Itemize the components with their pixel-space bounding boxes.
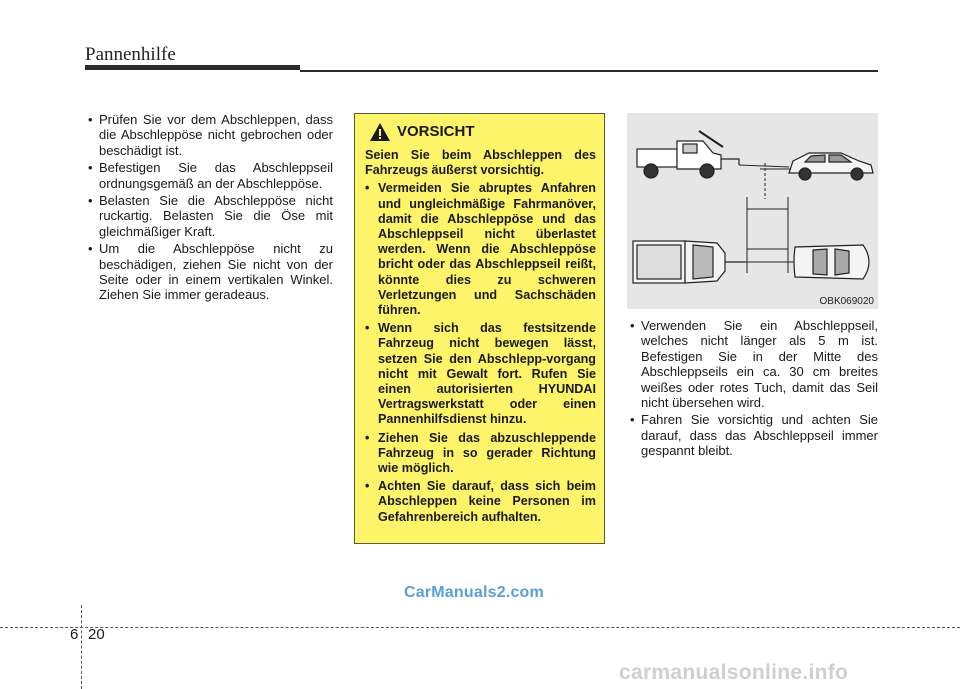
chapter-number: 6 <box>70 626 79 643</box>
dimension-marks <box>747 163 788 273</box>
header-rule-thick <box>85 65 300 70</box>
footer-vertical-divider <box>81 605 82 689</box>
right-column <box>627 318 878 461</box>
caution-item: • Achten Sie darauf, dass sich beim Abschleppen keine Personen im Gefahrenbereich aufhalten. <box>365 479 596 525</box>
caution-title: VORSICHT <box>397 123 475 141</box>
list-item: • Belasten Sie die Abschleppöse nicht ruckartig. Belasten Sie die Öse mit gleichmäßiger Kraft. <box>85 193 333 239</box>
towing-diagram <box>627 113 878 309</box>
tow-truck-top <box>633 241 745 283</box>
list-item: • Um die Abschleppöse nicht zu beschädigen, ziehen Sie nicht von der Seite oder in einem vertikalen Winkel. Ziehen Sie immer geradeaus. <box>85 241 333 303</box>
page-header-title: Pannenhilfe <box>85 44 176 65</box>
caution-box <box>354 113 605 544</box>
tow-truck-side <box>637 131 739 178</box>
caution-intro: Seien Sie beim Abschleppen des Fahrzeugs äußerst vorsichtig. <box>365 148 596 178</box>
page-number: 20 <box>88 626 105 643</box>
warning-triangle-icon <box>369 122 391 142</box>
footer-divider <box>0 627 960 628</box>
left-column <box>85 112 333 305</box>
caution-item: • Ziehen Sie das abzuschleppende Fahrzeug in so gerader Richtung wie möglich. <box>365 431 596 477</box>
footer-site-link[interactable]: carmanualsonline.info <box>619 661 849 684</box>
figure-code: OBK069020 <box>819 296 874 307</box>
car-top <box>794 245 869 279</box>
towing-illustration <box>627 113 878 309</box>
header-rule-thin <box>300 70 878 72</box>
list-item: • Befestigen Sie das Abschleppseil ordnungsgemäß an der Abschleppöse. <box>85 160 333 191</box>
car-side <box>789 153 873 180</box>
caution-item: • Wenn sich das festsitzende Fahrzeug nicht bewegen lässt, setzen Sie den Abschlepp-vorgang nicht mit Gewalt fort. Rufen Sie einen autorisierten HYUNDAI Vertragswerkstatt oder einen Pannenhilfsdienst hinzu. <box>365 321 596 427</box>
watermark-link[interactable]: CarManuals2.com <box>404 584 544 601</box>
list-item: • Fahren Sie vorsichtig und achten Sie darauf, dass das Abschleppseil immer gespannt bleibt. <box>627 412 878 458</box>
list-item: • Prüfen Sie vor dem Abschleppen, dass die Abschleppöse nicht gebrochen oder beschädigt ist. <box>85 112 333 158</box>
caution-item: • Vermeiden Sie abruptes Anfahren und ungleichmäßige Fahrmanöver, damit die Abschleppöse und das Abschleppseil nicht überlastet werden. Wenn die Abschleppöse bricht oder das Abschleppseil reißt, könnte dies zu schweren Verletzungen und Sachschäden führen. <box>365 181 596 318</box>
list-item: • Verwenden Sie ein Abschleppseil, welches nicht länger als 5 m ist. Befestigen Sie in der Mitte des Abschleppseils ein ca. 30 cm breites weißes oder rotes Tuch, damit das Seil nicht übersehen wird. <box>627 318 878 410</box>
